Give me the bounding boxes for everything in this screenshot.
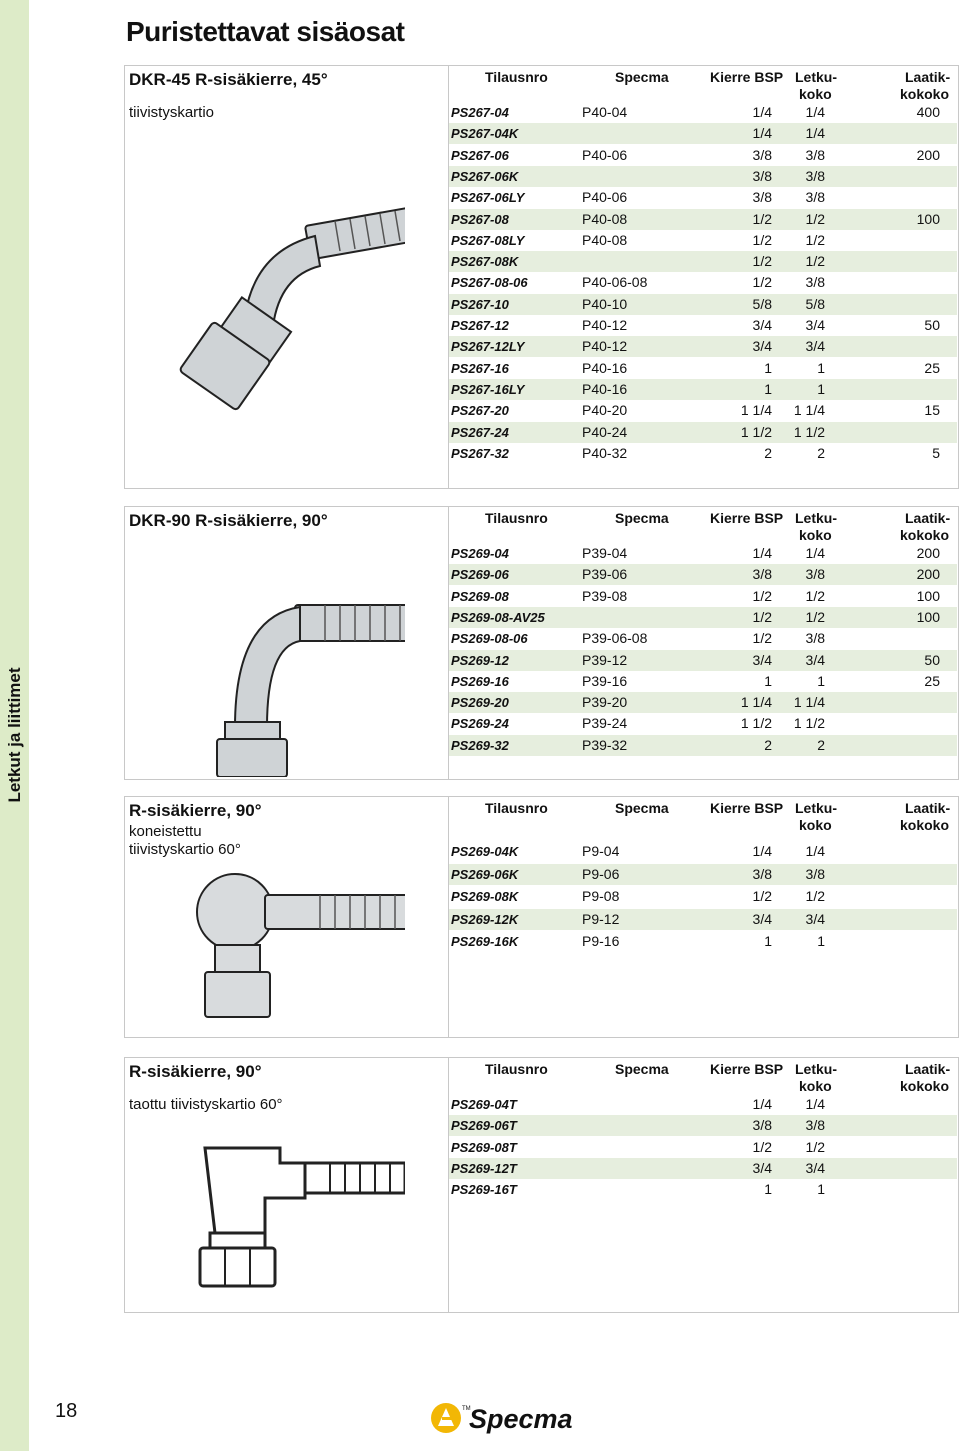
cell-letku: 1/2 <box>805 888 825 905</box>
cell-letku: 3/8 <box>805 167 825 184</box>
table-row <box>449 209 957 230</box>
header-letku-1: Letku- <box>795 510 837 526</box>
header-laatik-2: kokoko <box>900 817 950 833</box>
cell-kierre: 1/2 <box>752 231 772 248</box>
cell-tilausnro: PS269-04K <box>451 844 519 859</box>
cell-tilausnro: PS269-04 <box>451 546 509 561</box>
cell-specma: P40-16 <box>582 359 628 376</box>
header-kierre: Kierre BSP <box>710 800 784 816</box>
cell-letku: 3/4 <box>805 338 825 355</box>
cell-specma: P9-04 <box>582 843 620 859</box>
cell-letku: 1 1/2 <box>793 423 825 440</box>
cell-tilausnro: PS269-08K <box>451 889 519 905</box>
cell-tilausnro: PS267-12 <box>451 318 509 333</box>
cell-kierre: 3/8 <box>752 865 772 882</box>
header-specma: Specma <box>615 510 669 526</box>
header-laatik-2: kokoko <box>900 86 950 102</box>
header-letku-1: Letku- <box>795 69 837 85</box>
cell-kierre: 1 1/4 <box>740 694 772 711</box>
cell-specma: P40-06-08 <box>582 274 648 291</box>
header-letku-2: koko <box>799 86 832 102</box>
table-row <box>449 315 957 336</box>
cell-letku: 1/4 <box>805 545 825 561</box>
cell-kierre: 2 <box>764 444 772 461</box>
cell-specma: P40-12 <box>582 338 628 355</box>
logo-text: Specma <box>469 1404 573 1434</box>
section-panel <box>124 506 959 780</box>
table-row <box>449 1158 957 1179</box>
header-laatik-2: kokoko <box>900 1078 950 1094</box>
table-row <box>449 564 957 585</box>
cell-letku: 1 <box>817 359 825 376</box>
table-row <box>449 841 957 862</box>
cell-letku: 1 1/4 <box>793 694 825 711</box>
cell-letku: 1/2 <box>805 231 825 248</box>
section-subtitle: tiivistyskartio <box>129 104 215 121</box>
header-laatik-1: Laatik- <box>905 510 951 526</box>
cell-tilausnro: PS267-10 <box>451 296 509 312</box>
cell-kierre: 1/2 <box>752 888 772 905</box>
cell-kierre: 1/2 <box>752 210 772 227</box>
section-title: R-sisäkierre, 90° <box>129 1062 262 1081</box>
table-row <box>449 422 957 443</box>
cell-letku: 1 <box>817 380 825 397</box>
cell-letku: 3/8 <box>805 865 825 882</box>
cell-letku: 3/8 <box>805 189 825 206</box>
header-tilausnro: Tilausnro <box>485 510 548 526</box>
header-specma: Specma <box>615 800 669 816</box>
cell-laatikko: 200 <box>916 566 940 583</box>
cell-letku: 1/4 <box>805 125 825 142</box>
table-row <box>449 864 957 885</box>
section-panel <box>124 65 959 489</box>
cell-kierre: 1 <box>764 380 772 397</box>
cell-specma: P40-12 <box>582 317 628 333</box>
cell-tilausnro: PS269-12T <box>451 1160 517 1176</box>
header-laatik-1: Laatik- <box>905 69 951 85</box>
table-row <box>449 187 957 208</box>
cell-specma: P39-32 <box>582 736 628 753</box>
page-title: Puristettavat sisäosat <box>126 16 405 47</box>
cell-kierre: 1/4 <box>752 104 772 120</box>
cell-letku: 3/8 <box>805 146 825 163</box>
table-row <box>449 443 957 464</box>
cell-laatikko: 50 <box>924 651 940 668</box>
cell-letku: 1/2 <box>805 587 825 604</box>
cell-letku: 3/4 <box>805 1159 825 1176</box>
cell-specma: P40-16 <box>582 380 628 397</box>
cell-specma: P39-20 <box>582 694 628 711</box>
cell-kierre: 3/4 <box>752 317 772 333</box>
header-laatik-1: Laatik- <box>905 1061 951 1077</box>
fitting-illustration <box>155 867 405 1032</box>
cell-letku: 5/8 <box>805 295 825 312</box>
cell-tilausnro: PS267-08 <box>451 211 509 227</box>
table-row <box>449 251 957 272</box>
cell-letku: 1/2 <box>805 608 825 625</box>
cell-letku: 1/4 <box>805 104 825 120</box>
cell-kierre: 1/4 <box>752 545 772 561</box>
cell-tilausnro: PS267-20 <box>451 403 509 419</box>
cell-tilausnro: PS269-06K <box>451 866 519 882</box>
cell-specma: P39-08 <box>582 587 628 604</box>
table-row <box>449 145 957 166</box>
cell-kierre: 1/2 <box>752 608 772 625</box>
cell-letku: 1/2 <box>805 210 825 227</box>
header-kierre: Kierre BSP <box>710 510 784 526</box>
cell-laatikko: 25 <box>924 359 940 376</box>
specma-logo <box>428 1398 588 1443</box>
cell-laatikko: 25 <box>924 672 940 689</box>
cell-kierre: 1/2 <box>752 587 772 604</box>
table-row <box>449 628 957 649</box>
cell-tilausnro: PS267-24 <box>451 424 509 440</box>
table-row <box>449 1115 957 1136</box>
cell-specma: P40-06 <box>582 146 628 163</box>
cell-laatikko: 50 <box>924 317 940 333</box>
cell-letku: 3/4 <box>805 651 825 668</box>
cell-specma: P39-16 <box>582 672 628 689</box>
header-laatik-1: Laatik- <box>905 800 951 816</box>
cell-laatikko: 100 <box>916 210 940 227</box>
cell-specma: P40-08 <box>582 231 628 248</box>
cell-letku: 3/8 <box>805 274 825 291</box>
section-title: DKR-45 R-sisäkierre, 45° <box>129 70 328 89</box>
cell-specma: P9-06 <box>582 865 620 882</box>
cell-kierre: 3/8 <box>752 1117 772 1134</box>
cell-letku: 1/4 <box>805 843 825 859</box>
cell-letku: 3/4 <box>805 910 825 927</box>
cell-tilausnro: PS269-32 <box>451 737 509 753</box>
cell-kierre: 3/4 <box>752 910 772 927</box>
cell-specma: P40-06 <box>582 189 628 206</box>
table-row <box>449 735 957 756</box>
cell-tilausnro: PS269-16K <box>451 934 519 950</box>
cell-kierre: 3/4 <box>752 1159 772 1176</box>
cell-specma: P40-08 <box>582 210 628 227</box>
header-tilausnro: Tilausnro <box>485 800 548 816</box>
section-panel <box>124 1057 959 1313</box>
cell-kierre: 1 <box>764 672 772 689</box>
cell-kierre: 3/8 <box>752 566 772 583</box>
cell-specma: P9-08 <box>582 888 620 905</box>
cell-tilausnro: PS269-08-AV25 <box>451 609 545 625</box>
cell-specma: P39-24 <box>582 715 628 732</box>
section-panel <box>124 796 959 1038</box>
table-row <box>449 692 957 713</box>
cell-tilausnro: PS267-04K <box>451 126 519 142</box>
section-subtitle: koneistettu <box>129 823 202 840</box>
header-kierre: Kierre BSP <box>710 1061 784 1077</box>
header-letku-1: Letku- <box>795 1061 837 1077</box>
section-subtitle: taottu tiivistyskartio 60° <box>129 1096 283 1113</box>
header-tilausnro: Tilausnro <box>485 1061 548 1077</box>
fitting-illustration <box>155 1138 405 1293</box>
cell-specma: P39-06 <box>582 566 628 583</box>
cell-laatikko: 100 <box>916 587 940 604</box>
cell-kierre: 1/2 <box>752 253 772 270</box>
cell-kierre: 3/8 <box>752 167 772 184</box>
cell-kierre: 1/2 <box>752 630 772 647</box>
table-row <box>449 294 957 315</box>
header-kierre: Kierre BSP <box>710 69 784 85</box>
cell-tilausnro: PS269-20 <box>451 695 509 711</box>
cell-letku: 3/8 <box>805 1117 825 1134</box>
cell-specma: P40-32 <box>582 444 628 461</box>
cell-tilausnro: PS269-06 <box>451 567 509 583</box>
cell-kierre: 3/8 <box>752 189 772 206</box>
header-letku-1: Letku- <box>795 800 837 816</box>
cell-kierre: 1/2 <box>752 1138 772 1155</box>
table-row <box>449 1094 957 1115</box>
table-row <box>449 671 957 692</box>
table-row <box>449 713 957 734</box>
cell-tilausnro: PS269-24 <box>451 716 509 732</box>
cell-kierre: 1 <box>764 359 772 376</box>
cell-kierre: 3/8 <box>752 146 772 163</box>
page-number: 18 <box>55 1400 78 1422</box>
cell-specma: P39-12 <box>582 651 628 668</box>
cell-tilausnro: PS267-06K <box>451 168 519 184</box>
cell-tilausnro: PS269-16T <box>451 1182 517 1198</box>
side-label <box>0 650 29 820</box>
cell-kierre: 1/2 <box>752 274 772 291</box>
cell-specma: P39-06-08 <box>582 630 648 647</box>
cell-kierre: 1 1/2 <box>740 715 772 732</box>
cell-kierre: 3/4 <box>752 651 772 668</box>
cell-specma: P40-04 <box>582 104 628 120</box>
cell-kierre: 1/4 <box>752 125 772 142</box>
section-title: DKR-90 R-sisäkierre, 90° <box>129 511 328 530</box>
logo-tm: TM <box>462 1406 471 1412</box>
cell-kierre: 1 <box>764 1181 772 1198</box>
table-row <box>449 336 957 357</box>
cell-tilausnro: PS267-04 <box>451 105 509 120</box>
section-subtitle: tiivistyskartio 60° <box>129 841 241 858</box>
cell-specma: P40-24 <box>582 423 628 440</box>
table-row <box>449 586 957 607</box>
cell-tilausnro: PS267-08K <box>451 254 519 270</box>
table-row <box>449 650 957 671</box>
side-label-text: Letkut ja liittimet <box>4 667 24 803</box>
cell-specma: P9-16 <box>582 933 620 950</box>
fitting-illustration <box>155 166 405 431</box>
cell-tilausnro: PS269-16 <box>451 673 509 689</box>
cell-tilausnro: PS269-08T <box>451 1139 517 1155</box>
cell-tilausnro: PS269-06T <box>451 1118 517 1134</box>
cell-tilausnro: PS267-06LY <box>451 190 525 206</box>
table-row <box>449 272 957 293</box>
cell-specma: P40-10 <box>582 295 628 312</box>
header-letku-2: koko <box>799 527 832 543</box>
table-row <box>449 886 957 907</box>
table-row <box>449 543 957 564</box>
cell-tilausnro: PS269-12K <box>451 911 519 927</box>
header-laatik-2: kokoko <box>900 527 950 543</box>
cell-kierre: 5/8 <box>752 295 772 312</box>
table-row <box>449 230 957 251</box>
cell-tilausnro: PS269-08-06 <box>451 631 528 647</box>
header-tilausnro: Tilausnro <box>485 69 548 85</box>
cell-tilausnro: PS267-12LY <box>451 339 525 355</box>
cell-tilausnro: PS267-06 <box>451 147 509 163</box>
cell-tilausnro: PS269-08 <box>451 588 509 604</box>
header-letku-2: koko <box>799 817 832 833</box>
cell-specma: P9-12 <box>582 910 620 927</box>
cell-tilausnro: PS267-08LY <box>451 232 525 248</box>
cell-letku: 1 <box>817 933 825 950</box>
cell-laatikko: 200 <box>916 146 940 163</box>
cell-specma: P39-04 <box>582 545 628 561</box>
table-row <box>449 379 957 400</box>
cell-letku: 1 <box>817 1181 825 1198</box>
fitting-illustration <box>155 597 405 782</box>
cell-letku: 1 1/2 <box>793 715 825 732</box>
section-title: R-sisäkierre, 90° <box>129 801 262 820</box>
table-row <box>449 123 957 144</box>
header-specma: Specma <box>615 1061 669 1077</box>
cell-letku: 1/2 <box>805 1138 825 1155</box>
header-specma: Specma <box>615 69 669 85</box>
cell-tilausnro: PS269-12 <box>451 652 509 668</box>
table-row <box>449 607 957 628</box>
table-row <box>449 909 957 930</box>
cell-letku: 3/8 <box>805 630 825 647</box>
cell-specma: P40-20 <box>582 402 628 419</box>
table-row <box>449 931 957 952</box>
table-row <box>449 400 957 421</box>
table-row <box>449 102 957 123</box>
table-row <box>449 1179 957 1200</box>
cell-kierre: 1 1/2 <box>740 423 772 440</box>
cell-laatikko: 15 <box>924 402 940 419</box>
cell-kierre: 3/4 <box>752 338 772 355</box>
cell-kierre: 1 <box>764 933 772 950</box>
cell-laatikko: 400 <box>916 104 940 120</box>
cell-tilausnro: PS269-04T <box>451 1097 517 1112</box>
table-row <box>449 166 957 187</box>
cell-letku: 1 1/4 <box>793 402 825 419</box>
cell-tilausnro: PS267-08-06 <box>451 275 528 291</box>
table-row <box>449 358 957 379</box>
cell-laatikko: 200 <box>916 545 940 561</box>
cell-kierre: 2 <box>764 736 772 753</box>
cell-kierre: 1/4 <box>752 1096 772 1112</box>
cell-letku: 3/4 <box>805 317 825 333</box>
cell-letku: 2 <box>817 736 825 753</box>
cell-letku: 1 <box>817 672 825 689</box>
cell-letku: 1/2 <box>805 253 825 270</box>
cell-letku: 1/4 <box>805 1096 825 1112</box>
cell-kierre: 1 1/4 <box>740 402 772 419</box>
cell-kierre: 1/4 <box>752 843 772 859</box>
cell-tilausnro: PS267-16LY <box>451 381 525 397</box>
table-row <box>449 1137 957 1158</box>
cell-laatikko: 100 <box>916 608 940 625</box>
cell-letku: 3/8 <box>805 566 825 583</box>
header-letku-2: koko <box>799 1078 832 1094</box>
cell-tilausnro: PS267-32 <box>451 445 509 461</box>
cell-letku: 2 <box>817 444 825 461</box>
cell-laatikko: 5 <box>932 444 940 461</box>
cell-tilausnro: PS267-16 <box>451 360 509 376</box>
